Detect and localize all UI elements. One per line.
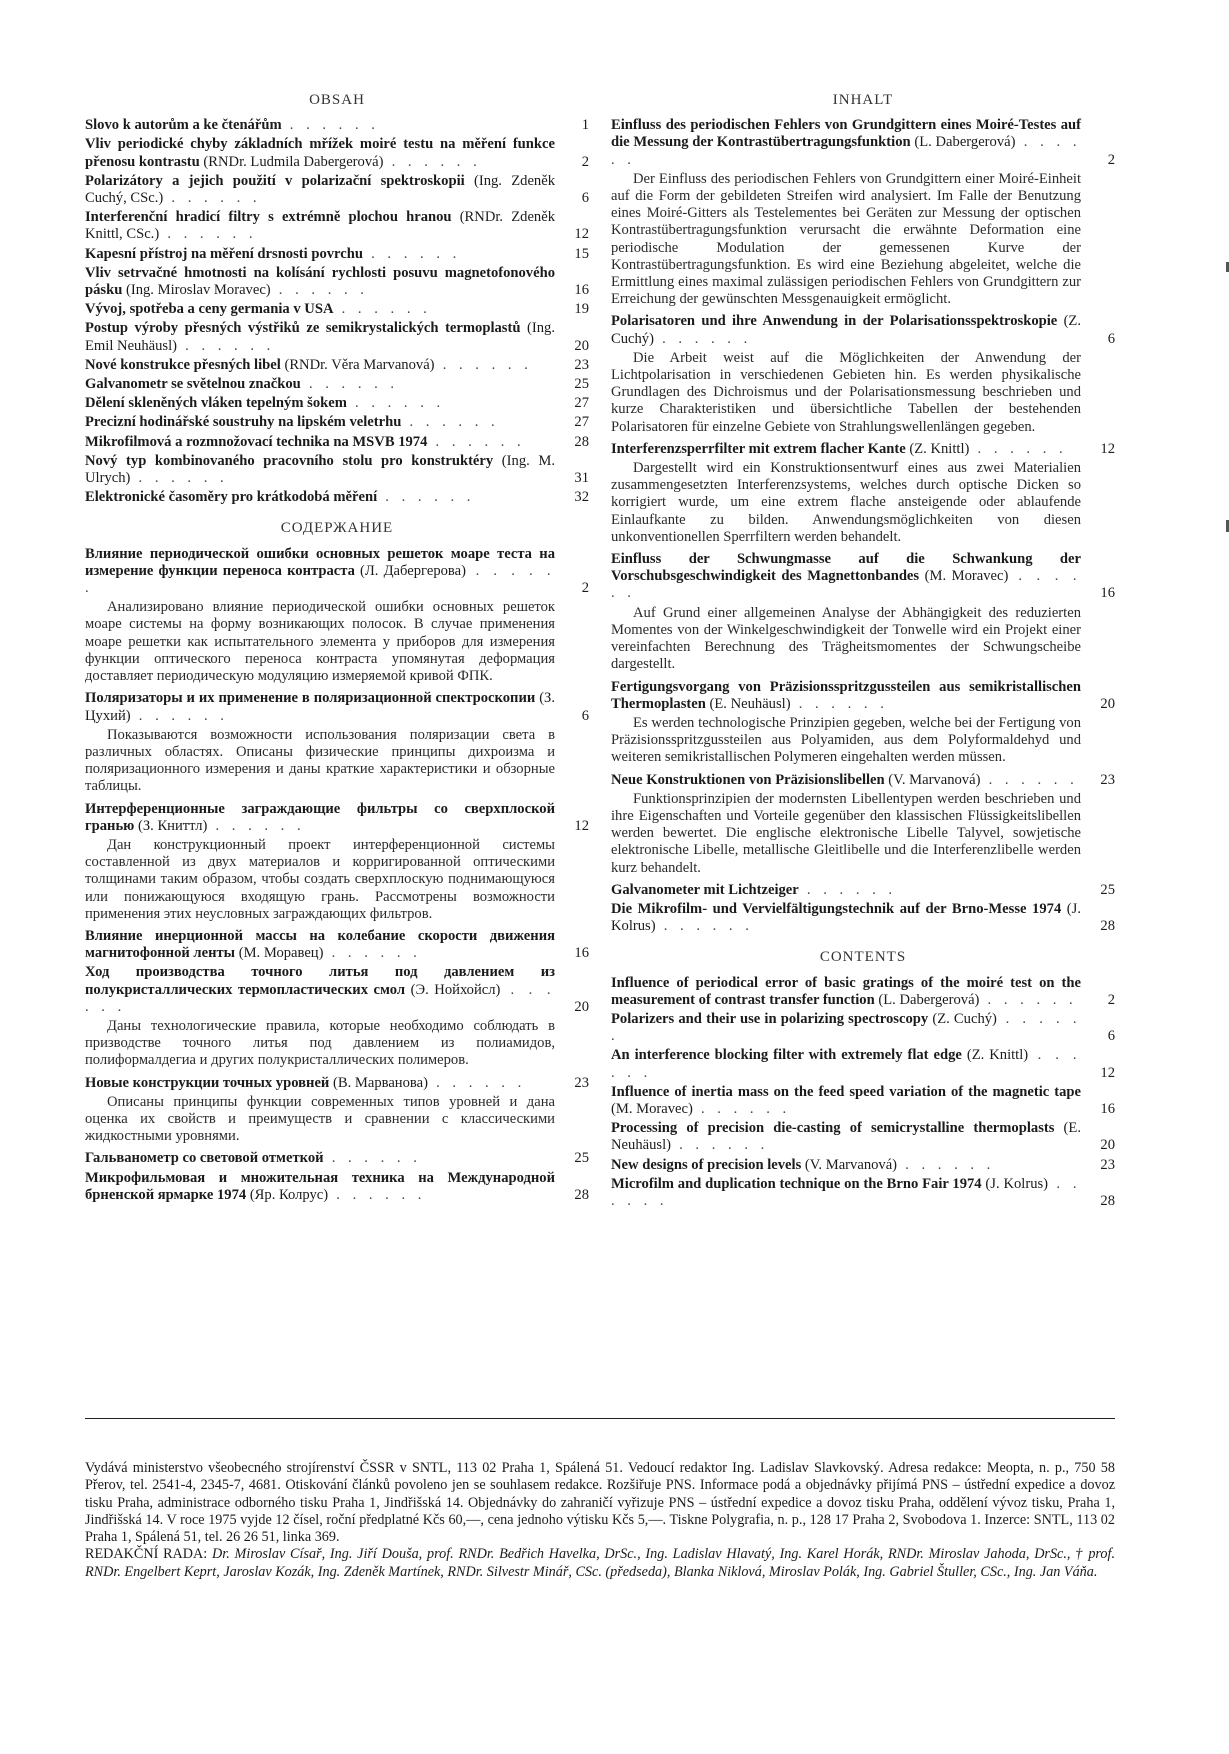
toc-entry-text [611, 975, 1081, 1009]
toc-entry-title: Dělení skleněných vláken tepelným šokem [85, 395, 347, 412]
toc-entry-text [85, 546, 555, 598]
toc-entry-page: 23 [1100, 1156, 1115, 1173]
toc-entry-title: Vývoj, spotřeba a ceny germania v USA [85, 301, 334, 318]
toc-entry-text [611, 1120, 1081, 1154]
dot-leader: . . . . . . [611, 1010, 1082, 1045]
dot-leader: . . . . . . [207, 817, 306, 834]
dot-leader: . . . . . . [611, 134, 1082, 168]
toc-entry-text [85, 173, 555, 207]
dot-leader: . . . . . . [281, 117, 380, 134]
toc-entry [611, 882, 1115, 899]
toc-entry-page: 6 [581, 190, 589, 207]
dot-leader: . . . . . . [383, 153, 482, 170]
toc-entry-title: Гальванометр со световой отметкой [85, 1150, 324, 1167]
toc-entry-author: (М. Моравец) [235, 945, 324, 962]
toc-entry [85, 117, 589, 134]
toc-entry-page: 28 [1100, 1192, 1115, 1209]
toc-entry-title: Микрофильмовая и множительная техника на Международной брненской ярмарке 1974 [85, 1169, 555, 1203]
dot-leader: . . . . . . [670, 1137, 769, 1154]
toc-entry-text [85, 801, 555, 835]
toc-entry [85, 453, 589, 487]
toc-entry-text [611, 1084, 1081, 1118]
toc-entry-text [85, 964, 555, 1016]
toc-entry-text [611, 117, 1081, 169]
dot-leader: . . . . . . [85, 562, 556, 597]
dot-leader: . . . . . . [427, 1074, 526, 1091]
dot-leader: . . . . . . [270, 282, 369, 299]
toc-entry-title: Slovo k autorům a ke čtenářům [85, 117, 282, 134]
toc-entry [85, 265, 589, 299]
toc-entry-text [611, 313, 1081, 347]
toc-entry-page: 2 [1107, 151, 1115, 168]
toc-entry-page: 20 [574, 337, 589, 354]
toc-entry-text [85, 246, 555, 263]
toc-entry-author: (L. Dabergerová) [874, 991, 980, 1008]
toc-entry [85, 1075, 589, 1092]
toc-entry-author: (J. Kolrus) [981, 1175, 1049, 1192]
toc-entry-author: (Яр. Колрус) [246, 1186, 329, 1203]
toc-entry-title: Polarisatoren und ihre Anwendung in der Polarisationsspektroskopie [611, 313, 1058, 330]
toc-entry-title: Nové konstrukce přesných libel [85, 356, 281, 373]
toc-entry-title: Fertigungsvorgang von Präzisionsspritzgussteilen aus semikristallischen Thermoplasten [611, 678, 1081, 712]
toc-entry-page: 28 [574, 1186, 589, 1203]
dot-leader: . . . . . . [897, 1156, 995, 1173]
dot-leader: . . . . . . [163, 190, 262, 207]
toc-entry-page: 6 [1107, 1028, 1115, 1045]
toc-entry-author: (Л. Дабергерова) [354, 562, 466, 579]
toc-entry [611, 117, 1115, 169]
toc-entry-title: Interferenzsperrfilter mit extrem flacher Kante [611, 440, 906, 457]
dot-leader: . . . . . . [427, 433, 526, 450]
toc-entry-author: (Z. Knittl) [905, 440, 970, 457]
toc-entry [611, 441, 1115, 458]
publisher-text: Vydává ministerstvo všeobecného strojírenství ČSSR v SNTL, 113 02 Praha 1, Spálená 51. Vedoucí redaktor Ing. Ladislav Slavkovský. Adresa redakce: Meopta, n. p., 750 58 Přerov, tel. 2541-4, 2345-7, 4681. Otiskování článků povoleno jen se souhlasem redakce. Rozšiřuje PNS. Informace podá a objednávky přijímá PNS – ústřední expedice a dovoz tisku Praha, administrace odborného tisku Praha 1, Jindřišská 14. Objednávky do zahraničí vyřizuje PNS – ústřední expedice a dovoz tisku Praha, oddělení vývoz tisku, Praha 1, Jindřišská 14. V roce 1975 vyjde 12 čísel, roční předplatné Kčs 60,—, cena jednoho výtisku Kčs 5,—. Tiskne Polygrafia, n. p., 128 17 Praha 2, Svobodova 1. Inzerce: SNTL, 113 02 Praha 1, Spálená 51, tel. 26 26 51, linka 369. [85, 1460, 1115, 1546]
soderzhanie-heading: СОДЕРЖАНИЕ [280, 520, 394, 537]
toc-entry-abstract: Die Arbeit weist auf die Möglichkeiten der Anwendung der Lichtpolarisation in verschiedenen Gebieten hin. Es werden physikalische Grundlagen des Dichroismus und der Polarisationsmessung beschrieben und kurze Charakteristiken und übersichtliche Tabellen der bestehenden Polarisatoren für einzelne Gebiete von Strahlungswellenlängen gegeben. [611, 349, 1081, 435]
toc-entry-title: Влияние инерционной массы на колебание скорости движения магнитофонной ленты [85, 927, 555, 962]
toc-entry-text [85, 1075, 555, 1092]
toc-entry-page: 20 [574, 998, 589, 1015]
toc-entry-author: (Э. Нойхойсл) [405, 981, 501, 998]
toc-entry [85, 546, 589, 598]
toc-entry-page: 23 [574, 1074, 589, 1091]
toc-entry-abstract: Es werden technologische Prinzipien gegeben, welche bei der Fertigung von Präzisionsspritzgussteilen aus Polyamiden, aus dem Polyformaldehyd und weiteren semikristallischen Polymeren eingehalten werden müssen. [611, 714, 1081, 766]
toc-entry-page: 2 [581, 153, 589, 170]
toc-entry-author: (З. Книттл) [134, 817, 208, 834]
toc-entry-page: 12 [1100, 440, 1115, 457]
toc-entry [611, 1047, 1115, 1081]
toc-entry-title: Влияние периодической ошибки основных решеток моаре теста на измерение функции переноса контраста [85, 545, 555, 579]
toc-entry-page: 25 [574, 376, 589, 393]
toc-entry [611, 1176, 1115, 1210]
right-column [611, 88, 1115, 1212]
toc-entry-abstract: Описаны принципы функции современных типов уровней и дана оценка их свойств и преимуществ и сравнении с классическими жидкостными уровнями. [85, 1093, 555, 1145]
toc-entry-text [611, 901, 1081, 935]
toc-entry [611, 1011, 1115, 1045]
editorial-board-label: REDAKČNÍ RADA: [85, 1546, 208, 1563]
toc-entry-page: 15 [574, 245, 589, 262]
toc-entry [85, 414, 589, 431]
dot-leader: . . . . . . [323, 945, 422, 962]
toc-entry-author: (Z. Knittl) [961, 1047, 1029, 1064]
toc-entry-author: (M. Moravec) [611, 1100, 693, 1117]
toc-entry-author: (RNDr. Ludmila Dabergerová) [199, 153, 384, 170]
toc-entry-page: 28 [1100, 918, 1115, 935]
toc-entry [611, 679, 1115, 713]
toc-entry-text [611, 772, 1081, 789]
inhalt-heading: INHALT [832, 92, 894, 108]
toc-entry [85, 246, 589, 263]
toc-entry-title: Vliv periodické chyby základních mřížek moiré testu na měření funkce přenosu kontrastu [85, 136, 555, 170]
toc-entry-text [85, 209, 555, 243]
toc-entry-title: Galvanometer mit Lichtzeiger [611, 881, 799, 898]
toc-entry [85, 801, 589, 835]
toc-entry-page: 2 [1107, 991, 1115, 1008]
toc-entry [611, 313, 1115, 347]
toc-entry-page: 19 [574, 301, 589, 318]
dot-leader: . . . . . . [653, 330, 752, 347]
toc-entry-title: Nový typ kombinovaného pracovního stolu pro konstruktéry [85, 452, 494, 469]
toc-entry-title: Polarizátory a jejich použití v polarizační spektroskopii [85, 172, 465, 189]
toc-entry-page: 16 [574, 945, 589, 962]
toc-entry-author: (В. Марванова) [329, 1074, 428, 1091]
dot-leader: . . . . . . [85, 981, 555, 1015]
toc-entry-author: (RNDr. Věra Marvanová) [280, 356, 435, 373]
obsah-heading: OBSAH [309, 92, 365, 108]
toc-entry [85, 1170, 589, 1204]
toc-entry [611, 772, 1115, 789]
toc-entry [85, 928, 589, 962]
toc-entry-title: Microfilm and duplication technique on the Brno Fair 1974 [611, 1175, 982, 1192]
toc-entry-author: (J. Kolrus) [611, 900, 1081, 935]
toc-entry-title: Influence of periodical error of basic gratings of the moiré test on the measurement of contrast transfer function [611, 974, 1081, 1008]
toc-entry-title: Precizní hodinářské soustruhy na lipském veletrhu [85, 414, 402, 431]
toc-entry-title: Neue Konstruktionen von Präzisionslibellen [611, 771, 885, 788]
toc-entry-page: 27 [574, 414, 589, 431]
inhalt-list [611, 117, 1115, 935]
dot-leader: . . . . . . [980, 771, 1079, 788]
toc-entry-text [85, 414, 555, 431]
toc-entry-text [85, 136, 555, 170]
toc-entry-title: An interference blocking filter with extremely flat edge [611, 1047, 962, 1064]
toc-entry-text [611, 1157, 1081, 1174]
toc-entry-author: (M. Moravec) [919, 568, 1009, 585]
toc-entry-abstract: Анализировано влияние периодической ошибки основных решеток моаре системы на форму возникающих полосок. В случае применения моаре решетки как испытательного элемента у приборов для измерения функции оптического переноса контраста упомянутая деформация доставляет периодическую модуляцию измеряемой кривой ФПК. [85, 599, 555, 685]
toc-entry [85, 964, 589, 1016]
toc-entry-page: 12 [574, 817, 589, 834]
toc-entry-page: 1 [581, 117, 589, 134]
dot-leader: . . . . . . [969, 440, 1068, 457]
toc-entry [85, 1150, 589, 1167]
toc-entry [611, 975, 1115, 1009]
toc-entry-text [85, 1150, 555, 1167]
toc-entry-page: 2 [581, 580, 589, 597]
dot-leader: . . . . . . [401, 414, 500, 431]
toc-entry-title: Поляризаторы и их применение в поляризационной спектроскопии [85, 690, 536, 707]
toc-entry-title: Ход производства точного литья под давлением из полукристаллических термопластических смол [85, 964, 555, 998]
dot-leader: . . . . . . [130, 470, 229, 487]
toc-entry-author: (L. Dabergerová) [910, 134, 1016, 151]
toc-entry-text [85, 320, 555, 354]
toc-entry-author: (V. Marvanová) [884, 771, 981, 788]
dot-leader: . . . . . . [692, 1100, 791, 1117]
toc-entry-title: Kapesní přístroj na měření drsnosti povrchu [85, 245, 363, 262]
toc-entry-page: 28 [574, 433, 589, 450]
dot-leader: . . . . . . [159, 226, 257, 243]
dot-leader: . . . . . . [130, 707, 229, 724]
soderzhanie-list [85, 546, 589, 1204]
toc-entry-title: Новые конструкции точных уровней [85, 1074, 330, 1091]
dot-leader: . . . . . . [611, 1175, 1081, 1209]
toc-entry-page: 23 [574, 356, 589, 373]
dot-leader: . . . . . . [798, 881, 897, 898]
toc-entry-text [85, 928, 555, 962]
toc-entry-text [85, 690, 555, 724]
toc-entry-abstract: Dargestellt wird ein Konstruktionsentwurf eines aus zwei Materialien zusammengesetzten Interferenzsystems, welches durch optische Dicken so korrigiert wurde, um eine extrem flache ansteigende oder ablaufende Einlaufkante zu bilden. Anwendungsmöglichkeiten von diesen unkonventionellen Sperrfiltern werden behandelt. [611, 460, 1081, 545]
toc-entry-title: New designs of precision levels [611, 1156, 802, 1173]
toc-entry [85, 690, 589, 724]
toc-entry-page: 23 [1100, 771, 1115, 788]
toc-entry-title: Die Mikrofilm- und Vervielfältigungstechnik auf der Brno-Messe 1974 [611, 900, 1062, 917]
toc-entry [85, 376, 589, 393]
toc-entry-page: 20 [1100, 695, 1115, 712]
toc-entry [85, 395, 589, 412]
dot-leader: . . . . . . [177, 337, 275, 354]
toc-entry [611, 1120, 1115, 1154]
toc-entry-abstract: Funktionsprinzipien der modernsten Libellentypen werden beschrieben und ihre Eigenschaften und Vorteile gegenüber den klassischen Flüssigkeitslibellen werden bewertet. Die englische elektronische Libelle Talyvel, sowjetische elektronische Libelle, metallische Gleitlibelle und die Interferenzlibelle werden kurz behandelt. [611, 790, 1081, 876]
toc-entry-text [611, 441, 1081, 458]
toc-entry [611, 551, 1115, 603]
toc-entry-title: Интерференционные заграждающие фильтры со сверхплоской гранью [85, 800, 555, 834]
left-column [85, 88, 589, 1206]
dot-leader: . . . . . . [790, 695, 889, 712]
toc-entry-title: Postup výroby přesných výstřiků ze semikrystalických termoplastů [85, 320, 521, 337]
toc-entry-title: Influence of inertia mass on the feed speed variation of the magnetic tape [611, 1083, 1081, 1100]
dot-leader: . . . . . . [323, 1150, 422, 1167]
toc-entry-text [611, 1011, 1081, 1045]
dot-leader: . . . . . . [611, 568, 1081, 602]
toc-entry-page: 20 [1100, 1137, 1115, 1154]
toc-entry-title: Elektronické časoměry pro krátkodobá měření [85, 489, 378, 506]
editorial-board-members: Dr. Miroslav Císař, Ing. Jiří Douša, prof. RNDr. Bedřich Havelka, DrSc., Ing. Ladislav Hlavatý, Ing. Karel Horák, RNDr. Miroslav Jahoda, DrSc., † prof. RNDr. Engelbert Keprt, Jaroslav Kozák, Ing. Zdeněk Martínek, RNDr. Silvestr Minář, CSc. (předseda), Blanka Niklová, Miroslav Polák, Ing. Gabriel Štuller, CSc., Ing. Jan Váňa. [85, 1546, 1116, 1580]
publisher-info [85, 1460, 1115, 1581]
toc-entry-page: 31 [574, 470, 589, 487]
toc-entry-page: 16 [574, 282, 589, 299]
toc-entry [611, 901, 1115, 935]
toc-entry-author: (E. Neuhäusl) [705, 695, 791, 712]
toc-entry-text [85, 265, 555, 299]
toc-entry-page: 25 [574, 1150, 589, 1167]
toc-entry-text [611, 1047, 1081, 1081]
toc-entry-title: Einfluss der Schwungmasse auf die Schwankung der Vorschubsgeschwindigkeit des Magnettonbandes [611, 551, 1081, 585]
toc-entry-title: Interferenční hradicí filtry s extrémně plochou hranou [85, 209, 452, 226]
toc-entry [611, 1084, 1115, 1118]
toc-entry-author: (V. Marvanová) [801, 1156, 898, 1173]
toc-entry-text [611, 1176, 1081, 1210]
toc-entry-text [85, 395, 555, 412]
toc-entry [611, 1157, 1115, 1174]
toc-entry [85, 301, 589, 318]
toc-entry-title: Einfluss des periodischen Fehlers von Grundgittern eines Moiré-Testes auf die Messung der Kontrastübertragungsfunktion [611, 117, 1081, 151]
dot-leader: . . . . . . [300, 376, 399, 393]
toc-entry-text [611, 551, 1081, 603]
toc-entry-text [85, 376, 555, 393]
toc-entry [85, 136, 589, 170]
toc-entry-text [85, 301, 555, 318]
toc-entry-author: (Ing. Miroslav Moravec) [122, 282, 271, 299]
toc-entry-abstract: Даны технологические правила, которые необходимо соблюдать в призводстве точного литья под давлением из полиамидов, полиформалдегиа и других полукристаллических полимеров. [85, 1017, 555, 1069]
toc-entry-author: (З. Цухий) [85, 690, 556, 724]
toc-entry [85, 434, 589, 451]
toc-entry-author: (Ing. M. Ulrych) [85, 452, 555, 487]
toc-entry-text [85, 357, 555, 374]
toc-entry [85, 357, 589, 374]
dot-leader: . . . . . . [979, 991, 1078, 1008]
toc-entry [85, 209, 589, 243]
toc-entry-text [85, 1170, 555, 1204]
toc-entry [85, 320, 589, 354]
toc-entry-page: 16 [1100, 585, 1115, 602]
toc-entry-text [611, 679, 1081, 713]
toc-entry-text [85, 489, 555, 506]
dot-leader: . . . . . . [346, 395, 445, 412]
toc-entry-author: (Ing. Emil Neuhäusl) [85, 320, 555, 354]
toc-entry-page: 6 [1107, 330, 1115, 347]
toc-entry-page: 6 [581, 707, 589, 724]
toc-entry-author: (Z. Cuchý) [928, 1010, 997, 1027]
contents-heading: CONTENTS [819, 949, 907, 966]
toc-entry-text [85, 453, 555, 487]
toc-entry-title: Processing of precision die-casting of semicrystalline thermoplasts [611, 1120, 1055, 1137]
toc-entry-text [611, 882, 1081, 899]
toc-entry-text [85, 117, 555, 134]
dot-leader: . . . . . . [434, 356, 533, 373]
toc-entry-title: Polarizers and their use in polarizing spectroscopy [611, 1010, 929, 1027]
toc-entry-page: 32 [574, 489, 589, 506]
dot-leader: . . . . . . [333, 301, 432, 318]
toc-entry-abstract: Auf Grund einer allgemeinen Analyse der Abhängigkeit des reduzierten Momentes von der Winkelgeschwindigkeit der Tonwelle wird ein Projekt einer vereinfachten Berechnung des Trägheitsmomentes der Schwungscheibe dargestellt. [611, 604, 1081, 673]
toc-entry-title: Galvanometr se světelnou značkou [85, 376, 301, 393]
toc-entry-page: 12 [574, 226, 589, 243]
dot-leader: . . . . . . [611, 1047, 1082, 1081]
dot-leader: . . . . . . [377, 489, 475, 506]
toc-entry-title: Vliv setrvačné hmotnosti na kolísání rychlosti posuvu magnetofonového pásku [85, 264, 555, 299]
dot-leader: . . . . . . [655, 918, 754, 935]
toc-entry-page: 16 [1100, 1100, 1115, 1117]
toc-entry-title: Mikrofilmová a rozmnožovací technika na MSVB 1974 [85, 433, 428, 450]
toc-entry-abstract: Показываются возможности использования поляризации света в различных областях. Описаны физические принципы дихроизма и поляризационного измерения и даны краткие характеристики и обзорные таблицы. [85, 726, 555, 795]
toc-entry-page: 27 [574, 395, 589, 412]
toc-entry-page: 25 [1100, 881, 1115, 898]
dot-leader: . . . . . . [362, 245, 461, 262]
toc-entry [85, 489, 589, 506]
contents-list [611, 975, 1115, 1211]
toc-entry [85, 173, 589, 207]
toc-entry-abstract: Дан конструкционный проект интерференционной системы составленной из двух материалов и корригированной оптическими толщинами таким образом, чтобы создать сверхплоскую поднимающуюся или понижающуюся входящую грань. Рассмотрены возможности применения этих неусловных заграждающих фильтров. [85, 836, 555, 922]
toc-entry-author: (E. Neuhäusl) [611, 1120, 1081, 1154]
footer-rule [85, 1418, 1115, 1419]
toc-entry-text [85, 434, 555, 451]
toc-entry-author: (Ing. Zdeněk Cuchý, CSc.) [85, 172, 555, 207]
toc-entry-author: (Z. Cuchý) [611, 313, 1081, 347]
toc-entry-author: (RNDr. Zdeněk Knittl, CSc.) [85, 209, 556, 243]
toc-entry-page: 12 [1100, 1064, 1115, 1081]
toc-entry-abstract: Der Einfluss des periodischen Fehlers von Grundgittern einer Moiré-Einheit auf die Form der gebildeten Streifen wird analysiert. Im Falle der Benutzung eines Moiré-Gitters als Testelementes bei Geräten zur Messung der optischen Kontrastübertragungsfunktion verursacht die erwähnte Deformation eine periodische Modulation der gemessenen Kurve der Kontrastübertragungsfunktion. Es wird eine Beziehung abgeleitet, welche die Ermittlung eines maximal zulässigen periodischen Fehlers von Grundgittern zur Erreichung der gewünschten Messgenauigkeit ermöglicht. [611, 170, 1081, 308]
dot-leader: . . . . . . [328, 1186, 426, 1203]
obsah-list [85, 117, 589, 506]
